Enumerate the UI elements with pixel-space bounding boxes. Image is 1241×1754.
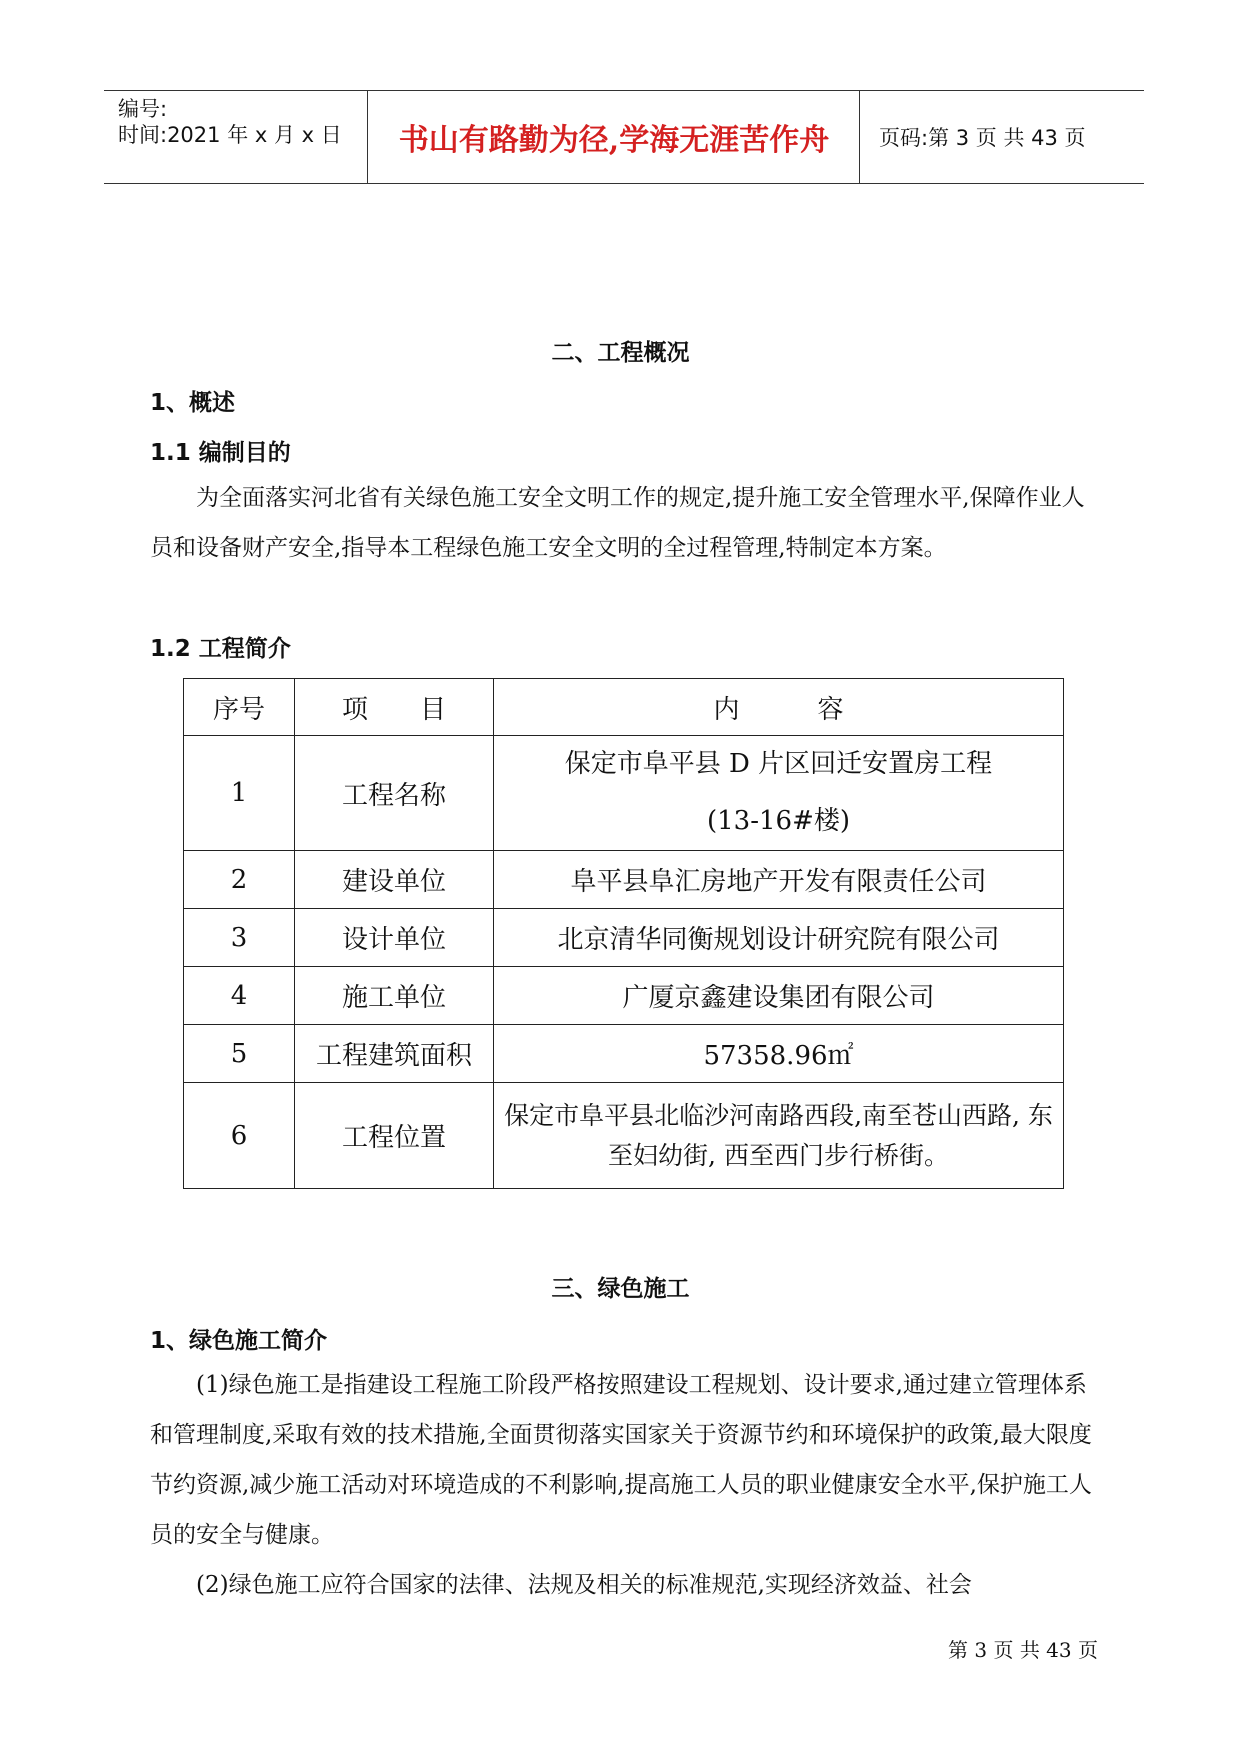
- project-info-table: [183, 678, 1064, 1189]
- row-content: 广厦京鑫建设集团有限公司: [494, 967, 1064, 1025]
- row-no: 5: [184, 1025, 295, 1083]
- row-content: 57358.96㎡: [494, 1025, 1064, 1083]
- header-content: 内 容: [494, 679, 1064, 736]
- heading-project-intro: 1.2 工程简介: [150, 636, 291, 662]
- row-content: 保定市阜平县北临沙河南路西段,南至苍山西路, 东至妇幼街, 西至西门步行桥街。: [494, 1083, 1064, 1189]
- row-no: 1: [184, 736, 295, 851]
- header-page-number: 页码:第 3 页 共 43 页: [879, 126, 1086, 150]
- table-row: [184, 909, 1064, 967]
- doc-number-label: 编号:: [118, 97, 168, 121]
- row-no: 4: [184, 967, 295, 1025]
- row-item: 建设单位: [295, 851, 494, 909]
- doc-time-label: 时间:2021 年 x 月 x 日: [118, 123, 342, 147]
- table-row: [184, 1083, 1064, 1189]
- row-content: [494, 736, 1064, 851]
- row-item: 施工单位: [295, 967, 494, 1025]
- row-item: 工程建筑面积: [295, 1025, 494, 1083]
- paragraph-green-2: (2)绿色施工应符合国家的法律、法规及相关的标准规范,实现经济效益、社会: [196, 1572, 972, 1598]
- table-row: [184, 736, 1064, 851]
- heading-purpose: 1.1 编制目的: [150, 440, 291, 466]
- header-no: 序号: [184, 679, 295, 736]
- row-content-line2: (13-16#楼): [706, 806, 851, 836]
- row-no: 2: [184, 851, 295, 909]
- paragraph-purpose: 为全面落实河北省有关绿色施工安全文明工作的规定,提升施工安全管理水平,保障作业人员和设备财产安全,指导本工程绿色施工安全文明的全过程管理,特制定本方案。: [150, 485, 1085, 561]
- row-item: 工程名称: [295, 736, 494, 851]
- section-title-overview: 二、工程概况: [551, 340, 690, 366]
- table-row: [184, 851, 1064, 909]
- heading-overview: 1、概述: [150, 390, 236, 416]
- heading-green-intro: 1、绿色施工简介: [150, 1328, 328, 1354]
- table-row: [184, 967, 1064, 1025]
- row-content: 北京清华同衡规划设计研究院有限公司: [494, 909, 1064, 967]
- row-no: 3: [184, 909, 295, 967]
- row-no: 6: [184, 1083, 295, 1189]
- page-header: [104, 90, 1144, 184]
- row-item: 设计单位: [295, 909, 494, 967]
- paragraph-green-1: (1)绿色施工是指建设工程施工阶段严格按照建设工程规划、设计要求,通过建立管理体系和管理制度,采取有效的技术措施,全面贯彻落实国家关于资源节约和环境保护的政策,最大限度节约资源,减少施工活动对环境造成的不利影响,提高施工人员的职业健康安全水平,保护施工人员的安全与健康。: [150, 1372, 1092, 1548]
- table-header-row: [184, 679, 1064, 736]
- row-item: 工程位置: [295, 1083, 494, 1189]
- row-content: 阜平县阜汇房地产开发有限责任公司: [494, 851, 1064, 909]
- header-item: 项 目: [295, 679, 494, 736]
- table-row: [184, 1025, 1064, 1083]
- header-meta: [104, 91, 368, 183]
- row-content-line1: 保定市阜平县 D 片区回迁安置房工程: [564, 749, 993, 779]
- section-title-green-construction: 三、绿色施工: [551, 1276, 690, 1302]
- header-motto: 书山有路勤为径,学海无涯苦作舟: [369, 91, 860, 183]
- page-footer: 第 3 页 共 43 页: [948, 1638, 1098, 1662]
